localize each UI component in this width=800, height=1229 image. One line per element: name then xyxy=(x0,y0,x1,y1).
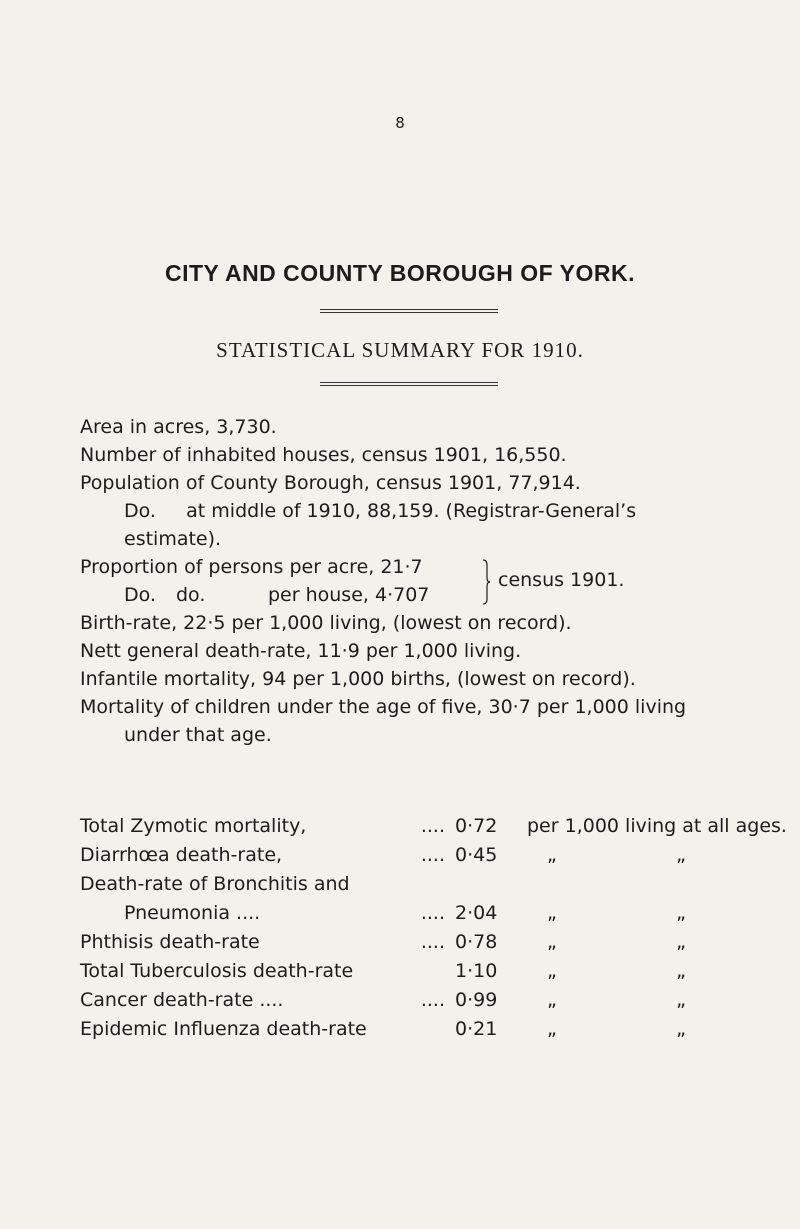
summary-body xyxy=(80,413,780,749)
per-house-line xyxy=(80,581,429,609)
children-line: Mortality of children under the age of five, 30·7 per 1,000 living xyxy=(80,696,687,718)
ditto-do-lower: do. xyxy=(176,584,206,606)
rate-value: 0·72 xyxy=(455,815,498,837)
rate-value: 1·10 xyxy=(455,960,498,982)
ditto-do: Do. xyxy=(124,584,156,606)
rate-label: Pneumonia .... .... xyxy=(124,902,445,924)
ditto-mark: „ xyxy=(547,989,557,1011)
ditto-mark: „ xyxy=(547,844,557,866)
table-row xyxy=(80,837,787,866)
rate-value: 0·99 xyxy=(455,989,498,1011)
table-row xyxy=(80,1011,787,1040)
curly-brace-icon xyxy=(482,559,490,605)
ditto-mark: „ xyxy=(676,931,687,953)
ditto-mark: „ xyxy=(547,902,557,924)
page-number: 8 xyxy=(395,114,405,132)
ditto-mark xyxy=(527,866,658,895)
rate-label: Phthisis death-rate .... xyxy=(80,931,445,953)
document-subtitle: STATISTICAL SUMMARY FOR 1910. xyxy=(216,338,584,362)
ditto-mark: „ xyxy=(676,960,687,982)
infantile-line: Infantile mortality, 94 per 1,000 births, (lowest on record). xyxy=(80,668,636,690)
rate-label: Cancer death-rate .... .... xyxy=(80,989,445,1011)
rate-label: Total Zymotic mortality, .... xyxy=(80,815,445,837)
rate-label: Epidemic Influenza death-rate xyxy=(80,1018,367,1040)
per-house-value: per house, 4·707 xyxy=(268,584,430,606)
children-continuation: under that age. xyxy=(124,724,272,746)
midyear-continuation: estimate). xyxy=(124,528,222,550)
rate-value: 0·45 xyxy=(455,844,498,866)
houses-line: Number of inhabited houses, census 1901, 16,550. xyxy=(80,444,567,466)
table-row xyxy=(80,808,787,837)
per-acre-line: Proportion of persons per acre, 21·7 xyxy=(80,556,423,578)
ditto-mark xyxy=(658,866,787,895)
density-block xyxy=(80,553,780,609)
rate-label: Diarrhœa death-rate, .... xyxy=(80,844,445,866)
ditto-mark: „ xyxy=(676,989,687,1011)
birth-rate-line: Birth-rate, 22·5 per 1,000 living, (lowest on record). xyxy=(80,612,572,634)
midyear-line: Do. at middle of 1910, 88,159. (Registrar-General’s xyxy=(124,500,637,522)
ditto-mark: „ xyxy=(676,902,687,924)
subtitle-divider xyxy=(320,382,498,386)
title-divider xyxy=(320,309,498,313)
table-row xyxy=(80,924,787,953)
rate-value xyxy=(449,866,527,895)
ditto-mark: „ xyxy=(547,931,557,953)
rate-label: Death-rate of Bronchitis and xyxy=(80,873,350,895)
table-row xyxy=(80,982,787,1011)
rate-value: 2·04 xyxy=(455,902,498,924)
rate-value: 0·78 xyxy=(455,931,498,953)
death-rate-line: Nett general death-rate, 11·9 per 1,000 living. xyxy=(80,640,522,662)
census-note: census 1901. xyxy=(498,569,625,591)
ditto-mark: „ xyxy=(676,1018,687,1040)
ditto-mark: „ xyxy=(547,960,557,982)
rate-label: Total Tuberculosis death-rate xyxy=(80,960,354,982)
document-title: CITY AND COUNTY BOROUGH OF YORK. xyxy=(164,260,636,286)
rate-value: 0·21 xyxy=(455,1018,498,1040)
rate-suffix: per 1,000 living at all ages. xyxy=(527,815,787,837)
ditto-mark: „ xyxy=(547,1018,557,1040)
ditto-mark: „ xyxy=(676,844,687,866)
rates-table xyxy=(80,808,787,1040)
table-row xyxy=(80,895,787,924)
table-row xyxy=(80,866,787,895)
table-row xyxy=(80,953,787,982)
population-line: Population of County Borough, census 1901, 77,914. xyxy=(80,472,581,494)
area-line: Area in acres, 3,730. xyxy=(80,416,277,438)
